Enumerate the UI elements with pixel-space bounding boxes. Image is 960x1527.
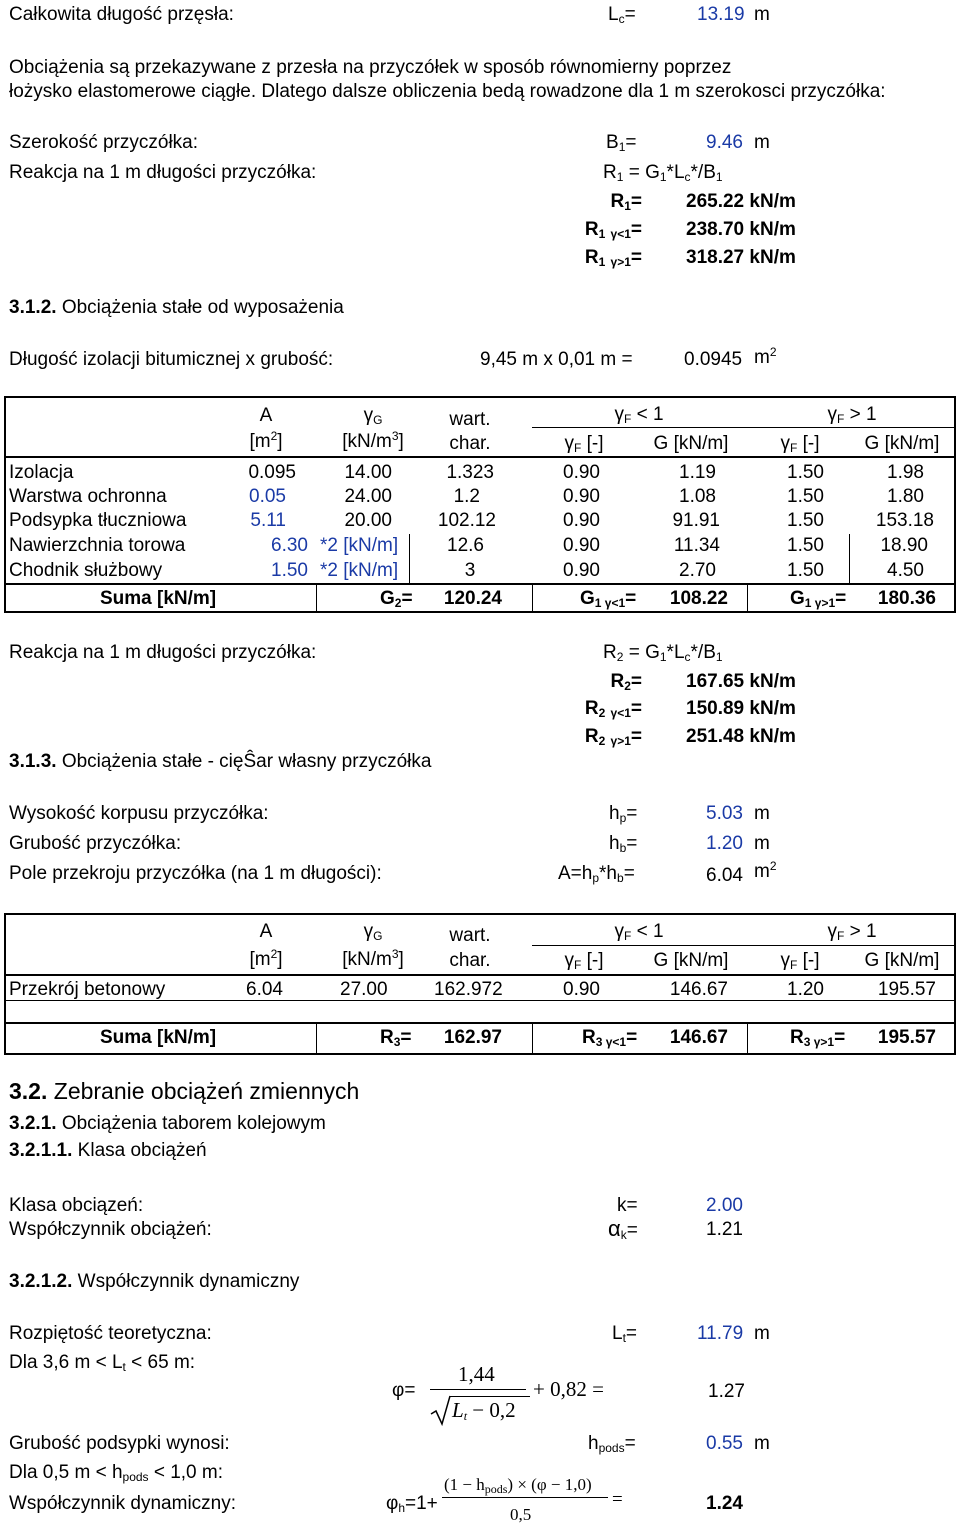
table2-sub-gf2: $\gamma_F$ [-]	[780, 950, 820, 972]
span-range-condition: Dla 3,6 $m < L_t < 65$ m:	[9, 1352, 196, 1374]
row-gf1: 0.90	[563, 462, 600, 483]
table1-col-gg: $\gamma_G$	[363, 405, 383, 427]
reaction1-rgt-value: 318.27 kN/m	[686, 247, 796, 268]
phi-numerator: 1,44	[458, 1362, 495, 1386]
ballast-label: Grubość podsypki wynosi:	[9, 1433, 230, 1454]
reaction1-formula: $R_1 = G_1*L_c*/B_1$	[603, 162, 723, 184]
row-a: 6.04	[246, 979, 283, 1000]
reaction2-rlt-symbol: $R_2$ $_{\gamma<1}$=	[584, 698, 642, 720]
row-name: Chodnik służbowy	[9, 560, 163, 581]
table2-sub-g2: G [kN/m]	[864, 950, 940, 971]
thickness-label: Grubość przyczółka:	[9, 833, 182, 854]
phi-h-equals: =	[612, 1489, 623, 1510]
insulation-unit: $m^2$	[754, 345, 777, 368]
insulation-expr: 9,45 m x 0,01 m =	[480, 349, 633, 370]
row-gf2: 1.50	[787, 510, 824, 531]
row-gg: *2 [kN/m]	[320, 535, 399, 556]
table2-header-divider	[6, 974, 954, 976]
sqrt-icon	[430, 1394, 452, 1426]
row-gf2: 1.50	[787, 535, 824, 556]
row-name: Podsypka tłuczniowa	[9, 510, 187, 531]
thickness-unit: m	[754, 833, 770, 854]
row-gg: *2 [kN/m]	[320, 560, 399, 581]
row-a: 6.30	[271, 535, 308, 556]
row-char: 162.972	[434, 979, 503, 1000]
table1-col-gf-gt: $\gamma_F > 1$	[827, 404, 877, 426]
load-class-symbol: k=	[617, 1195, 638, 1216]
table2-sub-gf1: $\gamma_F$ [-]	[564, 950, 604, 972]
table1-sum-sep-3	[747, 583, 748, 613]
table1-sum-g2-value: 180.36	[877, 588, 936, 609]
row-a: 1.50	[271, 560, 308, 581]
reaction1-rlt-value: 238.70 kN/m	[686, 219, 796, 240]
section-3-2-heading: 3.2. Zebranie obciążeń zmiennych	[9, 1078, 360, 1104]
table1-sum-g: $G_2=$	[380, 588, 413, 610]
row-name: Nawierzchnia torowa	[9, 535, 186, 556]
row-gf2: 1.50	[787, 462, 824, 483]
load-factor-value: 1.21	[706, 1219, 743, 1240]
table1-sub-g2: G [kN/m]	[864, 433, 940, 454]
table2-col-char: char.	[449, 950, 491, 971]
row-name: Przekrój betonowy	[9, 979, 166, 1000]
table1-sub-gf2: $\gamma_F$ [-]	[780, 433, 820, 455]
ballast-unit: m	[754, 1433, 770, 1454]
phi-value: 1.27	[708, 1381, 745, 1402]
phi-h-denominator: 0,5	[510, 1505, 532, 1524]
table2-col-a: A	[259, 921, 273, 942]
height-label: Wysokość korpusu przyczółka:	[9, 803, 269, 824]
section-3-1-3-heading: 3.1.3. Obciążenia stałe - cięŜar własny przyczółka	[9, 751, 432, 772]
load-class-value: 2.00	[706, 1195, 743, 1216]
row-g2: 18.90	[880, 535, 928, 556]
area-label: Pole przekroju przyczółka (na 1 m długości):	[9, 863, 382, 884]
table2-col-a-unit: $[m^2]$	[249, 947, 283, 970]
row-char: 1.2	[453, 486, 480, 507]
table1-sum-g-value: 120.24	[443, 588, 502, 609]
reaction2-formula: $R_2 = G_1*L_c*/B_1$	[603, 642, 723, 664]
load-factor-symbol: $\alpha_k=$	[608, 1216, 638, 1242]
ballast-range-condition: Dla 0,5 $m < h_{pods} < 1,0$ m:	[9, 1462, 224, 1484]
table1-col-a: A	[259, 405, 273, 426]
table2-col-gg: $\gamma_G$	[363, 921, 383, 943]
table1-sum-sep-1	[316, 583, 317, 613]
table1-sub-gf1: $\gamma_F$ [-]	[564, 433, 604, 455]
phi-h-value: 1.24	[706, 1493, 743, 1514]
table2-sum-r1: $R_{3 \gamma<1}=$	[582, 1027, 638, 1049]
table2-sum-sep-1	[316, 1022, 317, 1054]
row-gf2: 1.50	[787, 486, 824, 507]
reaction1-rgt-symbol: $R_1$ $_{\gamma>1}$=	[584, 247, 642, 269]
area-value: 6.04	[706, 865, 743, 886]
reaction2-rgt-value: 251.48 kN/m	[686, 726, 796, 747]
table1-sum-g1-value: 108.22	[669, 588, 728, 609]
row-gf1: 0.90	[563, 535, 600, 556]
table2-sub-g1: G [kN/m]	[653, 950, 729, 971]
row-gf2: 1.20	[787, 979, 824, 1000]
row-gf1: 0.90	[563, 486, 600, 507]
theoretical-span-label: Rozpiętość teoretyczna:	[9, 1323, 212, 1344]
section-3-1-2-heading: 3.1.2. Obciążenia stałe od wyposażenia	[9, 297, 344, 318]
row-char: 3	[464, 560, 476, 581]
row-gf2: 1.50	[787, 560, 824, 581]
row-g2: 1.98	[887, 462, 924, 483]
row-g2: 4.50	[887, 560, 924, 581]
table1-col-gf-lt: $\gamma_F < 1$	[614, 404, 664, 426]
row-g1: 91.91	[672, 510, 720, 531]
table2-col-gf-gt: $\gamma_F > 1$	[827, 921, 877, 943]
table2-sum-r1-value: 146.67	[669, 1027, 728, 1048]
width-unit: m	[754, 132, 770, 153]
row-g1: 2.70	[679, 560, 716, 581]
thickness-value: 1.20	[706, 833, 743, 854]
span-unit: m	[754, 4, 770, 25]
row-char: 1.323	[446, 462, 494, 483]
phi-symbol: φ=	[392, 1380, 416, 1401]
row-gf1: 0.90	[563, 979, 600, 1000]
span-label: Całkowita długość przęsła:	[9, 4, 234, 25]
load-class-label: Klasa obciązeń:	[9, 1195, 144, 1216]
dynamic-factor-label: Współczynnik dynamiczny:	[9, 1493, 237, 1514]
phi-fraction-bar	[430, 1389, 526, 1390]
phi-h-fraction-bar	[442, 1497, 608, 1498]
table1-sub-g1: G [kN/m]	[653, 433, 729, 454]
table2-col-gg-unit: $[kN/m^3]$	[342, 947, 404, 970]
theoretical-span-symbol: $L_t=$	[612, 1323, 638, 1345]
phi-plus: + 0,82 =	[533, 1377, 604, 1401]
row-name: Warstwa ochronna	[9, 486, 167, 507]
table1-col-a-unit: $[m^2]$	[249, 429, 283, 452]
row-a: 5.11	[250, 510, 286, 531]
area-symbol: $A=h_p*h_b=$	[558, 863, 635, 885]
row-g1: 1.08	[679, 486, 716, 507]
row-gg: 14.00	[344, 462, 392, 483]
table2-col-gf-lt: $\gamma_F < 1$	[614, 921, 664, 943]
table1-header-divider	[6, 456, 954, 458]
row-char: 12.6	[447, 535, 484, 556]
section-3-2-1-heading: 3.2.1. Obciążenia taborem kolejowym	[9, 1113, 326, 1134]
sqrt-bar	[450, 1396, 530, 1397]
thickness-symbol: $h_b=$	[609, 833, 638, 855]
reaction2-rlt-value: 150.89 kN/m	[686, 698, 796, 719]
phi-h-numerator: $(1 - h_{pods}) \times (\varphi - 1,0)$	[444, 1475, 592, 1496]
table2-col-wart: wart.	[449, 925, 491, 946]
row-gg: 27.00	[340, 979, 388, 1000]
reaction1-r-symbol: $R_1=$	[610, 191, 642, 213]
span-value: 13.19	[697, 4, 745, 25]
phi-h-symbol: $\varphi_h=1+$	[386, 1493, 438, 1515]
load-factor-label: Współczynnik obciążeń:	[9, 1219, 212, 1240]
ballast-symbol: $h_{pods}=$	[588, 1433, 636, 1455]
row-g1: 11.34	[673, 535, 720, 556]
table1-sum-sep-2	[532, 583, 533, 613]
theoretical-span-unit: m	[754, 1323, 770, 1344]
row-g2: 195.57	[877, 979, 936, 1000]
height-unit: m	[754, 803, 770, 824]
row-a: 0.095	[248, 462, 296, 483]
table1-sum-divider	[6, 583, 954, 585]
theoretical-span-value: 11.79	[697, 1323, 744, 1344]
table1-sum-label: Suma [kN/m]	[100, 588, 217, 609]
table1-gf-divider	[532, 427, 954, 428]
table2-row-divider	[6, 1000, 954, 1001]
row-g2: 1.80	[887, 486, 924, 507]
table2-sum-divider	[6, 1022, 954, 1024]
reaction2-r-symbol: $R_2=$	[610, 671, 642, 693]
height-value: 5.03	[706, 803, 743, 824]
height-symbol: $h_p=$	[609, 803, 638, 825]
note-line-1: Obciążenia są przekazywane z przesła na przyczółek w sposób równomierny poprzez	[9, 57, 732, 78]
table2-sum-sep-3	[747, 1022, 748, 1054]
reaction1-label: Reakcja na 1 m długości przyczółka:	[9, 162, 317, 183]
section-3-2-1-1-heading: 3.2.1.1. Klasa obciążeń	[9, 1140, 207, 1161]
table2-sum-r2-value: 195.57	[877, 1027, 936, 1048]
table2-sum-r-value: 162.97	[443, 1027, 502, 1048]
row-gf1: 0.90	[563, 510, 600, 531]
reaction2-r-value: 167.65 kN/m	[686, 671, 796, 692]
reaction1-r-value: 265.22 kN/m	[686, 191, 796, 212]
row-gf1: 0.90	[563, 560, 600, 581]
table2-sum-label: Suma [kN/m]	[100, 1027, 217, 1048]
width-value: 9.46	[706, 132, 743, 153]
insulation-label: Długość izolacji bitumicznej x grubość:	[9, 349, 334, 370]
span-symbol: $L_c=$	[608, 4, 636, 26]
table1-col-wart: wart.	[449, 409, 491, 430]
table2-sum-r: $R_3=$	[380, 1027, 412, 1049]
note-line-2: łożysko elastomerowe ciągłe. Dlatego dalsze obliczenia bedą rowadzone dla 1 m szerokosci przyczółka:	[9, 81, 886, 102]
reaction2-rgt-symbol: $R_2$ $_{\gamma>1}$=	[584, 726, 642, 748]
row-name: Izolacja	[9, 462, 74, 483]
row-char: 102.12	[437, 510, 496, 531]
row-gg: 20.00	[344, 510, 392, 531]
insulation-value: 0.0945	[684, 349, 743, 370]
table2-sum-sep-2	[532, 1022, 533, 1054]
width-symbol: $B_1=$	[606, 132, 637, 154]
phi-denominator: $L_t - 0,2$	[452, 1398, 516, 1423]
width-label: Szerokość przyczółka:	[9, 132, 199, 153]
table2-sum-r2: $R_{3 \gamma>1}=$	[790, 1027, 846, 1049]
row-gg: 24.00	[344, 486, 392, 507]
reaction2-label: Reakcja na 1 m długości przyczółka:	[9, 642, 317, 663]
row-g1: 146.67	[669, 979, 728, 1000]
reaction1-rlt-symbol: $R_1$ $_{\gamma<1}$=	[584, 219, 642, 241]
ballast-value: 0.55	[706, 1433, 743, 1454]
table1-col-gg-unit: $[kN/m^3]$	[342, 429, 404, 452]
section-3-2-1-2-heading: 3.2.1.2. Współczynnik dynamiczny	[9, 1271, 300, 1292]
row-g1: 1.19	[679, 462, 716, 483]
row-g2: 153.18	[875, 510, 934, 531]
table1-sum-g1: $G_{1 \gamma<1}=$	[580, 588, 637, 610]
row-a: 0.05	[249, 486, 286, 507]
table1-sum-g2: $G_{1 \gamma>1}=$	[790, 588, 847, 610]
table2-gf-divider	[532, 945, 954, 946]
table1-col-char: char.	[449, 433, 491, 454]
area-unit: $m^2$	[754, 859, 777, 882]
